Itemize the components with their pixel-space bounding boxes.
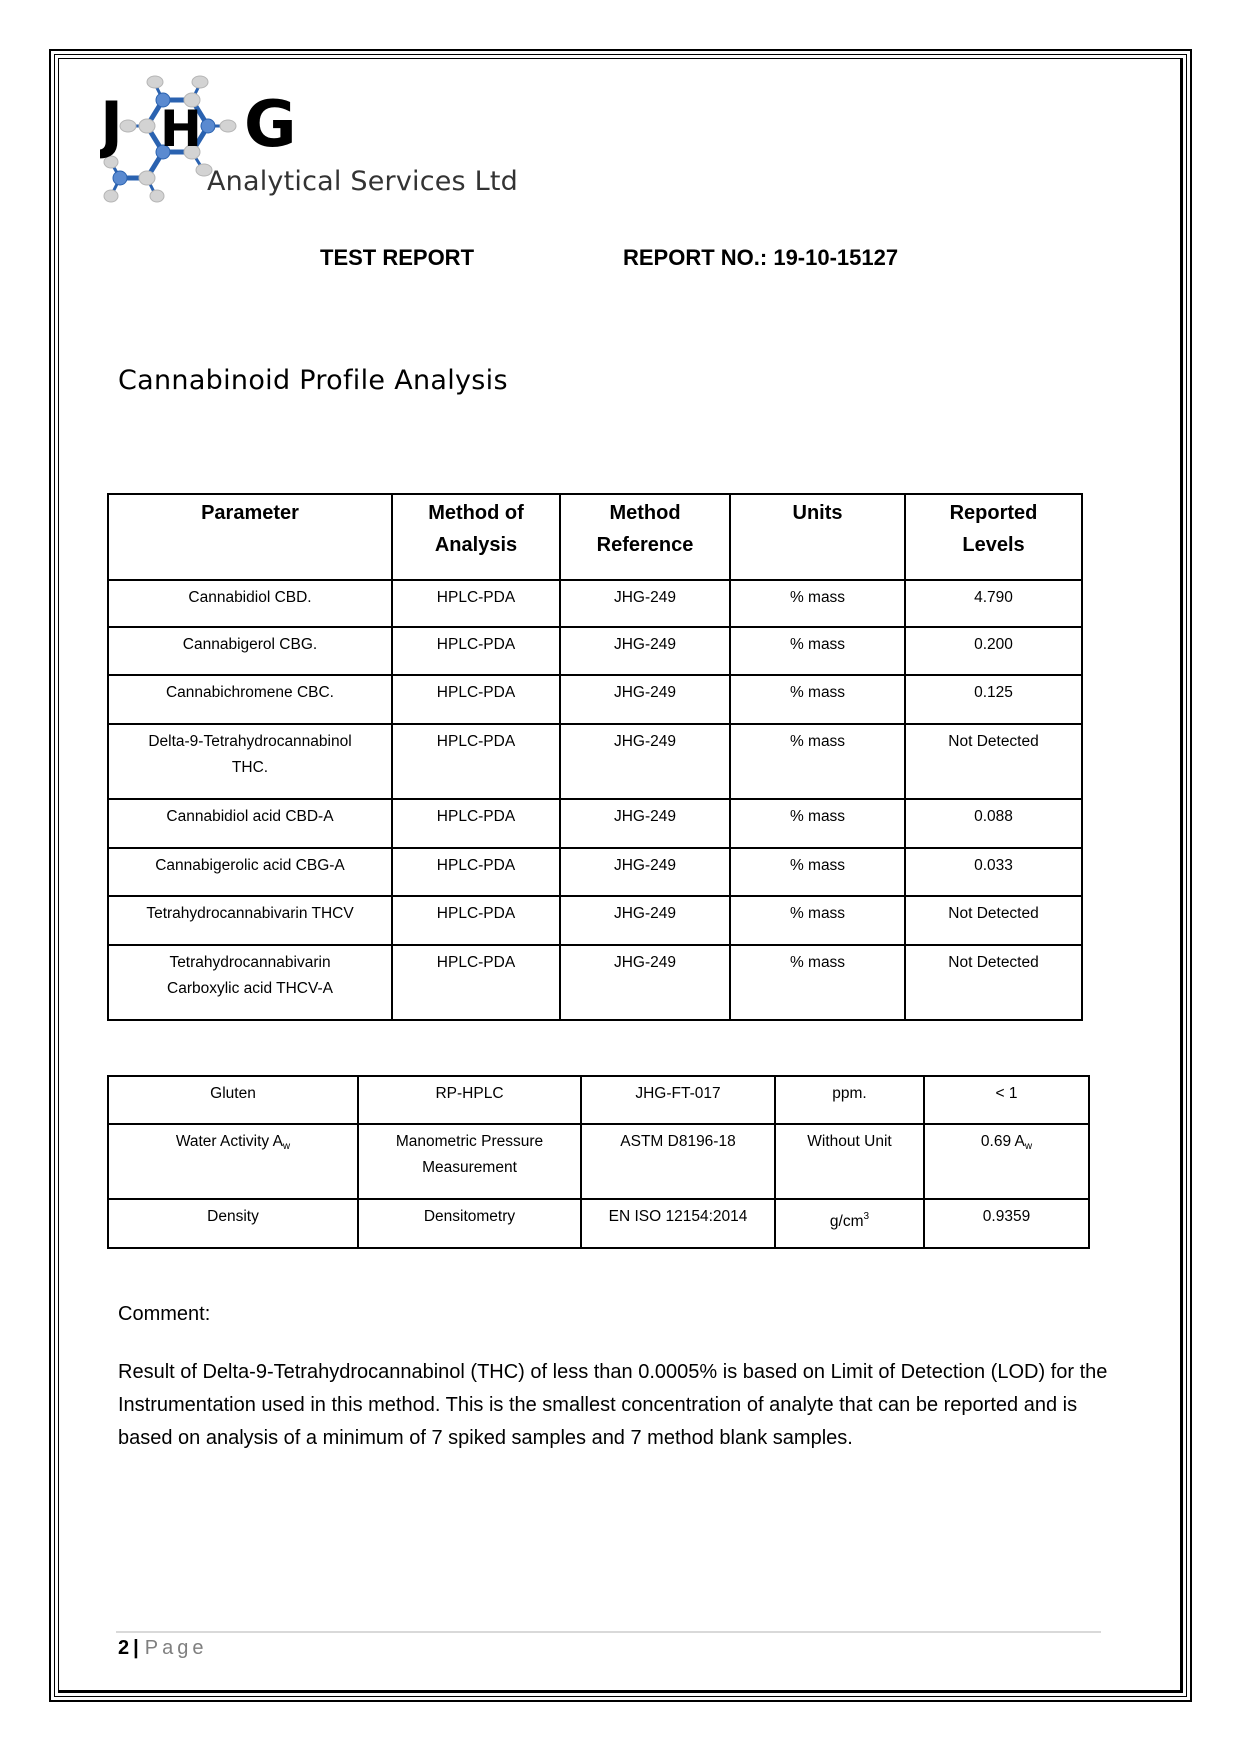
cell-reference: EN ISO 12154:2014 xyxy=(581,1199,775,1248)
table-row xyxy=(108,627,1082,675)
cell-method: HPLC-PDA xyxy=(392,724,560,799)
cell-units: % mass xyxy=(730,724,905,799)
table-row xyxy=(108,1076,1089,1124)
table-row xyxy=(108,945,1082,1020)
cell-method: HPLC-PDA xyxy=(392,896,560,945)
table-row xyxy=(108,1124,1089,1199)
cell-parameter: Delta-9-Tetrahydrocannabinol THC. xyxy=(108,724,392,799)
cell-level: 0.033 xyxy=(905,848,1082,896)
cell-units: % mass xyxy=(730,675,905,724)
cell-reference: JHG-249 xyxy=(560,724,730,799)
cell-parameter: Tetrahydrocannabivarin THCV xyxy=(108,896,392,945)
report-type-heading: TEST REPORT xyxy=(320,245,475,270)
page-label: Page xyxy=(144,1637,208,1659)
table-row xyxy=(108,896,1082,945)
cell-units: % mass xyxy=(730,627,905,675)
other-tests-table xyxy=(107,1075,1090,1249)
cell-reference: JHG-249 xyxy=(560,799,730,848)
cell-units: Without Unit xyxy=(775,1124,924,1199)
cell-method: HPLC-PDA xyxy=(392,848,560,896)
cell-level: 4.790 xyxy=(905,580,1082,627)
logo-letter-h: H xyxy=(160,100,202,158)
cell-level: 0.125 xyxy=(905,675,1082,724)
cell-units: % mass xyxy=(730,848,905,896)
cell-level: Not Detected xyxy=(905,896,1082,945)
cell-units: $g/cm^3$ xyxy=(775,1199,924,1248)
cell-reference: JHG-FT-017 xyxy=(581,1076,775,1124)
cell-units: % mass xyxy=(730,945,905,1020)
cell-reference: JHG-249 xyxy=(560,848,730,896)
cell-parameter: Cannabigerolic acid CBG-A xyxy=(108,848,392,896)
cell-parameter: Tetrahydrocannabivarin Carboxylic acid THCV-A xyxy=(108,945,392,1020)
cell-units: ppm. xyxy=(775,1076,924,1124)
cell-units: % mass xyxy=(730,799,905,848)
header-reference: Method Reference xyxy=(560,494,730,580)
comment-text: Result of Delta-9-Tetrahydrocannabinol (THC) of less than 0.0005% is based on Limit of Detection (LOD) for the Instrumentation used in this method. This is the smallest concentration of analyte that can be reported and is based on analysis of a minimum of 7 spiked samples and 7 method blank samples. xyxy=(118,1361,1108,1449)
company-name: Analytical Services Ltd xyxy=(207,166,518,197)
cell-reference: JHG-249 xyxy=(560,580,730,627)
cell-reference: ASTM D8196-18 xyxy=(581,1124,775,1199)
cell-parameter: Cannabigerol CBG. xyxy=(108,627,392,675)
cell-parameter: Water Activity $A_w$ xyxy=(108,1124,358,1199)
logo-letter-g: G xyxy=(244,88,297,162)
cell-method: HPLC-PDA xyxy=(392,675,560,724)
cell-parameter: Cannabichromene CBC. xyxy=(108,675,392,724)
cell-parameter: Density xyxy=(108,1199,358,1248)
cell-method: HPLC-PDA xyxy=(392,945,560,1020)
table-header-row xyxy=(108,494,1082,580)
cell-reference: JHG-249 xyxy=(560,675,730,724)
cell-units: % mass xyxy=(730,896,905,945)
cell-reference: JHG-249 xyxy=(560,627,730,675)
table-row xyxy=(108,724,1082,799)
table-row xyxy=(108,1199,1089,1248)
cell-level: 0.200 xyxy=(905,627,1082,675)
header-parameter: Parameter xyxy=(108,494,392,580)
report-number: REPORT NO.: 19-10-15127 xyxy=(623,245,899,270)
cannabinoid-results-table xyxy=(107,493,1083,1021)
comment-label: Comment: xyxy=(118,1303,211,1325)
header-method: Method of Analysis xyxy=(392,494,560,580)
table-row xyxy=(108,799,1082,848)
header-units: Units xyxy=(730,494,905,580)
cell-level: 0.088 xyxy=(905,799,1082,848)
cell-level: < 1 xyxy=(924,1076,1089,1124)
page-number: 2 xyxy=(118,1637,130,1659)
cell-method: HPLC-PDA xyxy=(392,580,560,627)
cell-reference: JHG-249 xyxy=(560,945,730,1020)
cell-method: RP-HPLC xyxy=(358,1076,581,1124)
cell-parameter: Cannabidiol acid CBD-A xyxy=(108,799,392,848)
cell-level: 0.69 $A_w$ xyxy=(924,1124,1089,1199)
table-row xyxy=(108,580,1082,627)
cell-parameter: Cannabidiol CBD. xyxy=(108,580,392,627)
logo-letter-j: J xyxy=(100,88,124,161)
cell-level: Not Detected xyxy=(905,945,1082,1020)
company-logo xyxy=(100,72,550,212)
footer-separator: | xyxy=(133,1637,139,1659)
footer-divider xyxy=(116,1631,1101,1633)
cell-units: % mass xyxy=(730,580,905,627)
page-title: Cannabinoid Profile Analysis xyxy=(118,365,508,396)
header-levels: Reported Levels xyxy=(905,494,1082,580)
cell-method: Manometric Pressure Measurement xyxy=(358,1124,581,1199)
page-footer xyxy=(118,1637,207,1660)
table-row xyxy=(108,848,1082,896)
cell-reference: JHG-249 xyxy=(560,896,730,945)
cell-level: 0.9359 xyxy=(924,1199,1089,1248)
cell-method: HPLC-PDA xyxy=(392,627,560,675)
cell-parameter: Gluten xyxy=(108,1076,358,1124)
cell-method: HPLC-PDA xyxy=(392,799,560,848)
cell-method: Densitometry xyxy=(358,1199,581,1248)
table-row xyxy=(108,675,1082,724)
cell-level: Not Detected xyxy=(905,724,1082,799)
